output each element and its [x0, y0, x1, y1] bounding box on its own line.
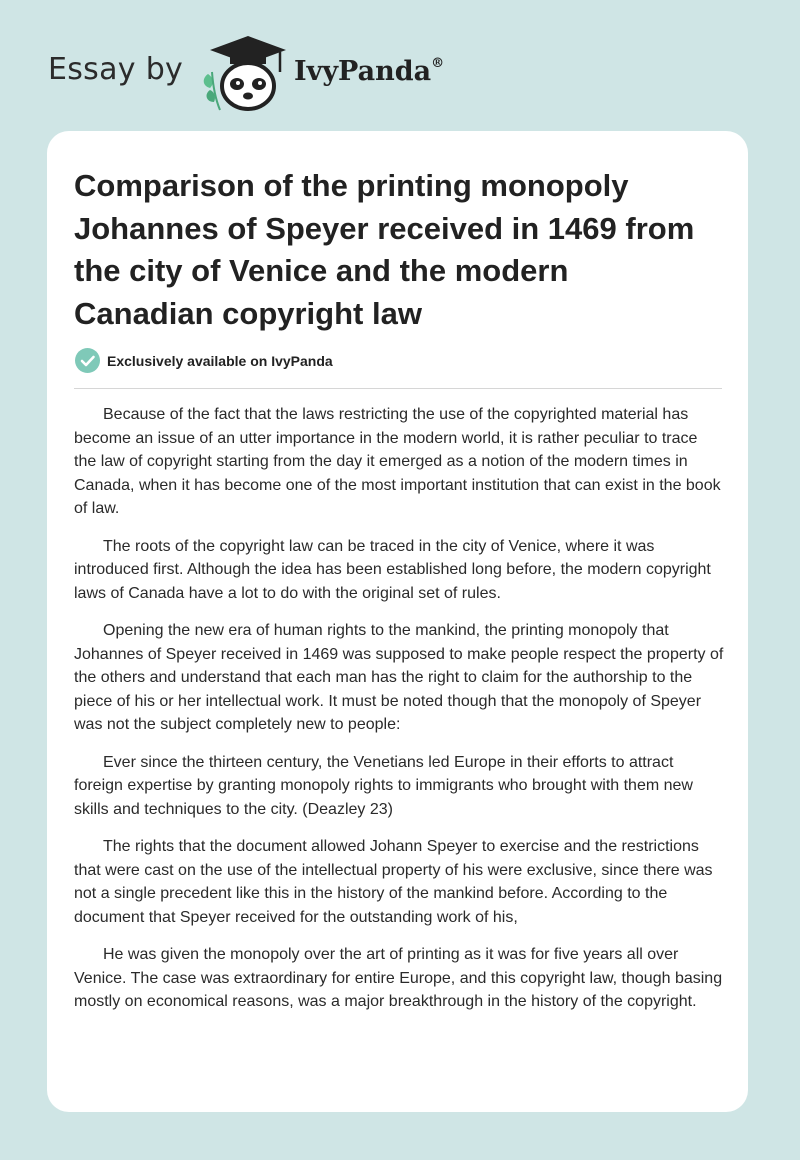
brand-name: IvyPanda: [294, 56, 432, 87]
paragraph: The rights that the document allowed Johann Speyer to exercise and the restrictions that were cast on the use of the intellectual property of his were exclusive, since there was not a single precedent like this in the history of the mankind before. According to the document that Speyer received for the outstanding work of his,: [74, 838, 713, 926]
paragraph: Opening the new era of human rights to the mankind, the printing monopoly that Johannes of Speyer received in 1469 was supposed to make people respect the property of the others and understand that each man has the right to claim for the authorship to the piece of his or her intellectual work. It must be noted though that the monopoly of Speyer was not the subject completely new to people:: [74, 622, 724, 733]
essay-body: [74, 403, 724, 1028]
title-divider: [74, 388, 722, 389]
paragraph: Because of the fact that the laws restricting the use of the copyrighted material has become an issue of an utter importance in the modern world, it is rather peculiar to trace the law of copyright starting from the day it emerged as a notion of the modern times in Canada, when it has become one of the most important institution that can exist in the book of law.: [74, 406, 721, 517]
paragraph: He was given the monopoly over the art of printing as it was for five years all over Venice. The case was extraordinary for entire Europe, and this copyright law, though basing mostly on economical reasons, was a major breakthrough in the history of the copyright.: [74, 946, 723, 1010]
essay-by-label: Essay by: [48, 52, 184, 87]
essay-card: [47, 131, 748, 1112]
paragraph: The roots of the copyright law can be traced in the city of Venice, where it was introduced first. Although the idea has been established long before, the modern copyright laws of Canada have a lot to do with the original set of rules.: [74, 537, 711, 602]
panda-graduate-icon[interactable]: [200, 34, 290, 112]
registered-mark: ®: [431, 56, 445, 71]
paragraph: Ever since the thirteen century, the Venetians led Europe in their efforts to attract foreign expertise by granting monopoly rights to immigrants who brought with them new skills and techniques to the city. (Deazley 23): [74, 753, 693, 818]
site-header: [48, 34, 568, 114]
essay-title: Comparison of the printing monopoly Johannes of Speyer received in 1469 from the city of Venice and the modern Canadian copyright law: [74, 168, 695, 331]
check-circle-icon: [75, 348, 100, 373]
exclusive-badge-text: Exclusively available on IvyPanda: [107, 353, 333, 369]
brand-logo[interactable]: [294, 56, 444, 87]
